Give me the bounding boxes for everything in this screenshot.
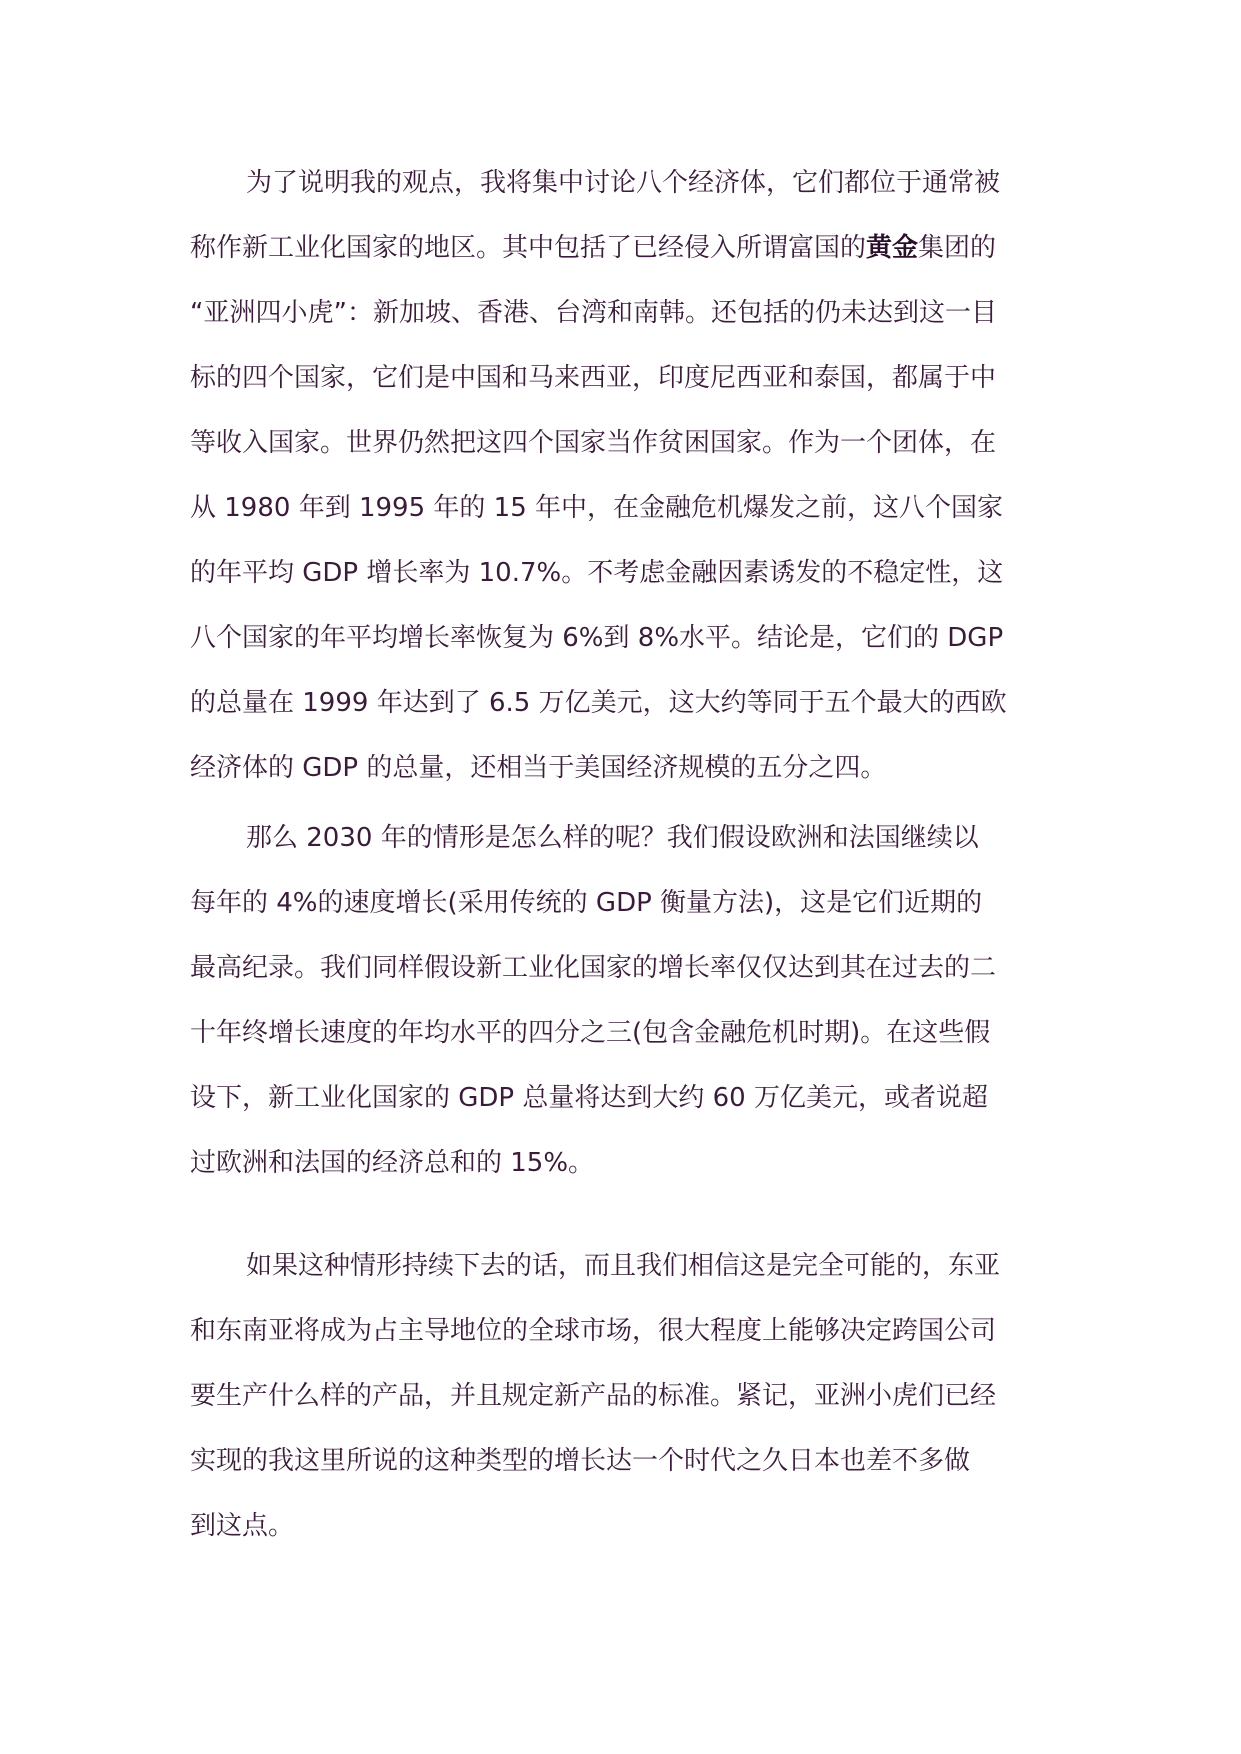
text-line: 要生产什么样的产品，并且规定新产品的标准。紧记，亚洲小虎们已经 (190, 1381, 997, 1411)
text-line: 到这点。 (190, 1511, 295, 1541)
text-line (190, 216, 1090, 281)
paragraph-3 (190, 1234, 1090, 1559)
text-line: 实现的我这里所说的这种类型的增长达一个时代之久日本也差不多做 (190, 1446, 971, 1476)
text-line: 十年终增长速度的年均水平的四分之三(包含金融危机时期)。在这些假 (190, 1018, 991, 1048)
text-line: “亚洲四小虎”：新加坡、香港、台湾和南韩。还包括的仍未达到这一目 (190, 298, 997, 328)
paragraph-1 (190, 151, 1090, 801)
text-line: 从 1980 年到 1995 年的 15 年中，在金融危机爆发之前，这八个国家 (190, 493, 1004, 523)
text-segment: 称作新工业化国家的地区。其中包括了已经侵入所谓富国的 (190, 233, 867, 263)
text-line: 等收入国家。世界仍然把这四个国家当作贫困国家。作为一个团体，在 (190, 428, 997, 458)
paragraph-2 (190, 806, 1090, 1196)
text-line: 八个国家的年平均增长率恢复为 6%到 8%水平。结论是，它们的 DGP (190, 623, 1004, 653)
text-line: 设下，新工业化国家的 GDP 总量将达到大约 60 万亿美元，或者说超 (190, 1083, 988, 1113)
text-line: 那么 2030 年的情形是怎么样的呢？我们假设欧洲和法国继续以 (246, 823, 979, 853)
text-line: 最高纪录。我们同样假设新工业化国家的增长率仅仅达到其在过去的二 (190, 953, 997, 983)
text-segment: 集团的 (918, 233, 997, 263)
text-line: 和东南亚将成为占主导地位的全球市场，很大程度上能够决定跨国公司 (190, 1316, 997, 1346)
text-line: 的总量在 1999 年达到了 6.5 万亿美元，这大约等同于五个最大的西欧 (190, 688, 1007, 718)
text-line: 如果这种情形持续下去的话，而且我们相信这是完全可能的，东亚 (246, 1251, 1001, 1281)
text-line: 标的四个国家，它们是中国和马来西亚，印度尼西亚和泰国，都属于中 (190, 363, 997, 393)
text-line: 的年平均 GDP 增长率为 10.7%。不考虑金融因素诱发的不稳定性，这 (190, 558, 1004, 588)
text-line: 为了说明我的观点，我将集中讨论八个经济体，它们都位于通常被 (246, 168, 1001, 198)
text-line: 每年的 4%的速度增长(采用传统的 GDP 衡量方法)，这是它们近期的 (190, 888, 983, 918)
text-line: 过欧洲和法国的经济总和的 15%。 (190, 1148, 595, 1178)
text-line: 经济体的 GDP 的总量，还相当于美国经济规模的五分之四。 (190, 753, 887, 783)
bold-text: 黄金 (866, 233, 919, 263)
